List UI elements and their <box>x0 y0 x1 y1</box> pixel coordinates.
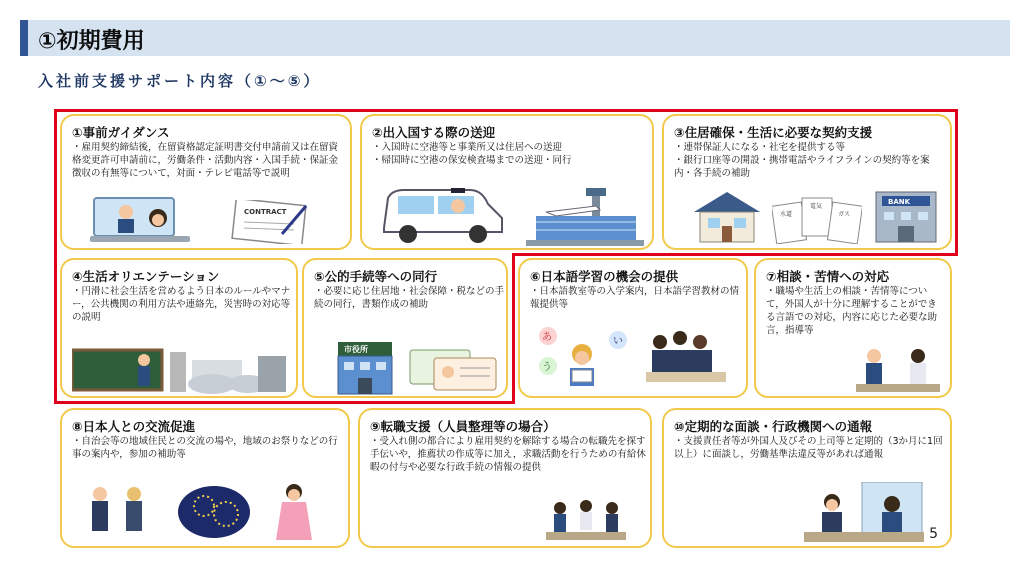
airport-illustration <box>526 186 644 246</box>
consultation-illustration <box>856 346 940 394</box>
card-title: ⑧日本人との交流促進 <box>72 419 196 434</box>
card-job-change-support <box>358 408 652 548</box>
card-airport-transfer <box>360 114 654 250</box>
study-illustration <box>530 324 742 396</box>
card-body: ・自治会等の地域住民との交流の場や，地域のお祭りなどの行事の案内や，参加の補助等 <box>72 436 338 460</box>
card-body: ・必要に応じ住居地・社会保障・税などの手続の同行，書類作成の補助 <box>314 286 505 310</box>
contract-label: CONTRACT <box>244 208 287 216</box>
classroom-illustration <box>72 346 288 394</box>
slide-title-bar <box>20 20 1010 56</box>
card-title: ⑩定期的な面談・行政機関への通報 <box>674 419 873 434</box>
card-title: ①事前ガイダンス <box>72 125 170 140</box>
card-body: ・日本語教室等の入学案内，日本語学習教材の情報提供等 <box>530 286 740 310</box>
card-title: ④生活オリエンテーション <box>72 269 220 284</box>
card-body: ・支援責任者等が外国人及びその上司等と定期的（3か月に1回以上）に面談し，労働基準法違反等があれば通報 <box>674 436 943 460</box>
hiragana-a-label: あ <box>542 332 552 343</box>
card-consultation <box>754 258 952 398</box>
bank-illustration <box>874 188 938 244</box>
id-cards-illustration <box>408 348 500 392</box>
card-body: ・受入れ側の都合により雇用契約を解除する場合の転職先を探す手伝いや，推薦状の作成等に加え，求職活動を行うための有給休暇の付与や必要な行政手続の情報の提供 <box>370 436 646 473</box>
card-life-orientation <box>60 258 298 398</box>
card-housing-support <box>662 114 952 250</box>
card-exchange-promotion <box>60 408 350 548</box>
city-hall-illustration <box>334 338 396 396</box>
highlight-frame-step <box>512 253 958 256</box>
festival-illustration <box>82 480 342 544</box>
card-title: ⑤公的手続等への同行 <box>314 269 438 284</box>
contract-document-illustration <box>224 200 324 244</box>
hiragana-i-label: い <box>613 336 623 347</box>
card-body: ・連帯保証人になる・社宅を提供する等 ・銀行口座等の開設・携帯電話やライフラインの契約等を案内・各手続の補助 <box>674 142 930 179</box>
card-title: ③住居確保・生活に必要な契約支援 <box>674 125 873 140</box>
electricity-label: 電気 <box>810 203 823 210</box>
card-title: ⑨転職支援（人員整理等の場合） <box>370 419 556 434</box>
card-title: ⑥日本語学習の機会の提供 <box>530 269 679 284</box>
card-title: ②出入国する際の送迎 <box>372 125 496 140</box>
video-call-illustration <box>90 196 190 244</box>
slide-title: ①初期費用 <box>38 29 145 54</box>
bank-label: BANK <box>888 198 911 206</box>
card-public-procedures <box>302 258 508 398</box>
car-illustration <box>378 184 508 246</box>
page-number: 5 <box>929 526 938 542</box>
card-japanese-learning <box>518 258 748 398</box>
utility-contract-illustration <box>772 194 862 244</box>
hiragana-u-label: う <box>542 362 552 373</box>
water-label: 水道 <box>780 211 793 218</box>
meeting-illustration <box>546 498 626 544</box>
gas-label: ガス <box>838 211 851 218</box>
card-pre-guidance <box>60 114 352 250</box>
city-hall-label: 市役所 <box>344 345 368 354</box>
card-body: ・雇用契約締結後，在留資格認定証明書交付申請前又は在留資格変更許可申請前に，労働条件・活動内容・入国手続・保証金徴収の有無等について，対面・テレビ電話等で説明 <box>72 142 339 179</box>
card-periodic-interview <box>662 408 952 548</box>
interview-illustration <box>804 482 924 544</box>
house-illustration <box>690 188 764 244</box>
card-title: ⑦相談・苦情への対応 <box>766 269 890 284</box>
slide-subtitle: 入社前支援サポート内容（①～⑤） <box>38 72 322 90</box>
card-body: ・職場や生活上の相談・苦情等について，外国人が十分に理解することができる言語での対応，内容に応じた必要な助言，指導等 <box>766 286 938 336</box>
card-body: ・入国時に空港等と事業所又は住居への送迎 ・帰国時に空港の保安検査場までの送迎・同行 <box>372 142 572 166</box>
card-body: ・円滑に社会生活を営めるよう日本のルールやマナー，公共機関の利用方法や連絡先，災害時の対応等の説明 <box>72 286 291 323</box>
